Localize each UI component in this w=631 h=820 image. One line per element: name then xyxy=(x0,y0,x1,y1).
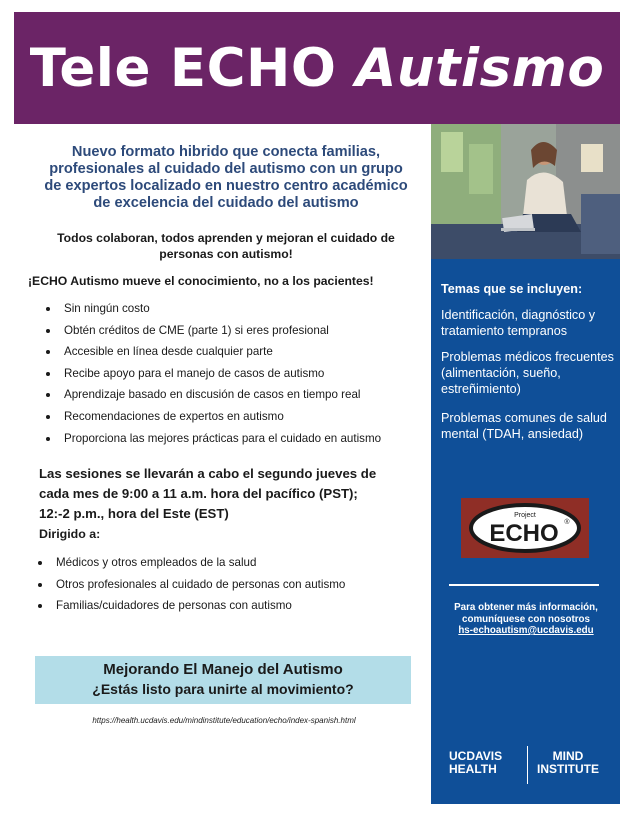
list-item: Obtén créditos de CME (parte 1) si eres profesional xyxy=(46,320,381,342)
collaboration-text: Todos colaboran, todos aprenden y mejoran el cuidado de personas con autismo! xyxy=(57,231,395,261)
topic-item: Problemas médicos frecuentes (alimentación, sueño, estreñimiento) xyxy=(441,350,614,396)
list-item: Accesible en línea desde cualquier parte xyxy=(46,341,381,363)
woman-laptop-photo xyxy=(431,124,620,259)
ucdavis-logo-text: UCDAVIS xyxy=(449,749,503,763)
email-link[interactable]: hs-echoautism@ucdavis.edu xyxy=(458,625,594,636)
ucdavis-mind-logo: UCDAVIS HEALTH MIND INSTITUTE xyxy=(449,746,609,786)
svg-text:Project: Project xyxy=(514,512,536,519)
sidebar xyxy=(431,124,620,804)
title-banner xyxy=(14,12,620,124)
list-item: Médicos y otros empleados de la salud xyxy=(38,552,345,574)
list-item: Aprendizaje basado en discusión de casos en tiempo real xyxy=(46,384,381,406)
callout-box xyxy=(35,656,411,704)
page-title: Tele ECHO Autismo xyxy=(29,37,605,99)
list-item: Sin ningún costo xyxy=(46,298,381,320)
intro-text: Nuevo formato hibrido que conecta familias, profesionales al cuidado del autismo con un grupo de expertos localizado en nuestro centro académico de excelencia del cuidado del autismo xyxy=(44,144,408,211)
svg-text:ECHO: ECHO xyxy=(489,520,559,547)
audience-title: Dirigido a: xyxy=(39,527,101,541)
topic-item: Identificación, diagnóstico y tratamiento tempranos xyxy=(441,308,596,338)
mind-institute-text: MIND xyxy=(552,749,584,763)
list-item: Proporciona las mejores prácticas para el cuidado en autismo xyxy=(46,428,381,450)
callout-title: Mejorando El Manejo del Autismo xyxy=(103,661,343,678)
logo-separator xyxy=(527,746,528,784)
callout-subtitle: ¿Estás listo para unirte al movimiento? xyxy=(92,681,354,697)
topics-title: Temas que se incluyen: xyxy=(441,282,583,296)
contact-info: Para obtener más información, comuníquese con nosotros hs-echoautism@ucdavis.edu xyxy=(439,602,613,637)
audience-list xyxy=(38,552,345,617)
website-link[interactable]: https://health.ucdavis.edu/mindinstitute/education/echo/index-spanish.html xyxy=(92,716,356,725)
project-echo-logo xyxy=(461,498,589,558)
list-item: Otros profesionales al cuidado de personas con autismo xyxy=(38,574,345,596)
topic-item: Problemas comunes de salud mental (TDAH, ansiedad) xyxy=(441,411,607,441)
session-schedule: Las sesiones se llevarán a cabo el segundo jueves de cada mes de 9:00 a 11 a.m. hora del pacífico (PST); 12:-2 p.m., hora del Este (EST) xyxy=(39,466,377,521)
divider xyxy=(449,584,599,586)
list-item: Recomendaciones de expertos en autismo xyxy=(46,406,381,428)
svg-text:®: ® xyxy=(564,519,570,526)
benefits-list xyxy=(46,298,381,449)
list-item: Familias/cuidadores de personas con autismo xyxy=(38,595,345,617)
slogan: ¡ECHO Autismo mueve el conocimiento, no a los pacientes! xyxy=(28,274,374,288)
list-item: Recibe apoyo para el manejo de casos de autismo xyxy=(46,363,381,385)
